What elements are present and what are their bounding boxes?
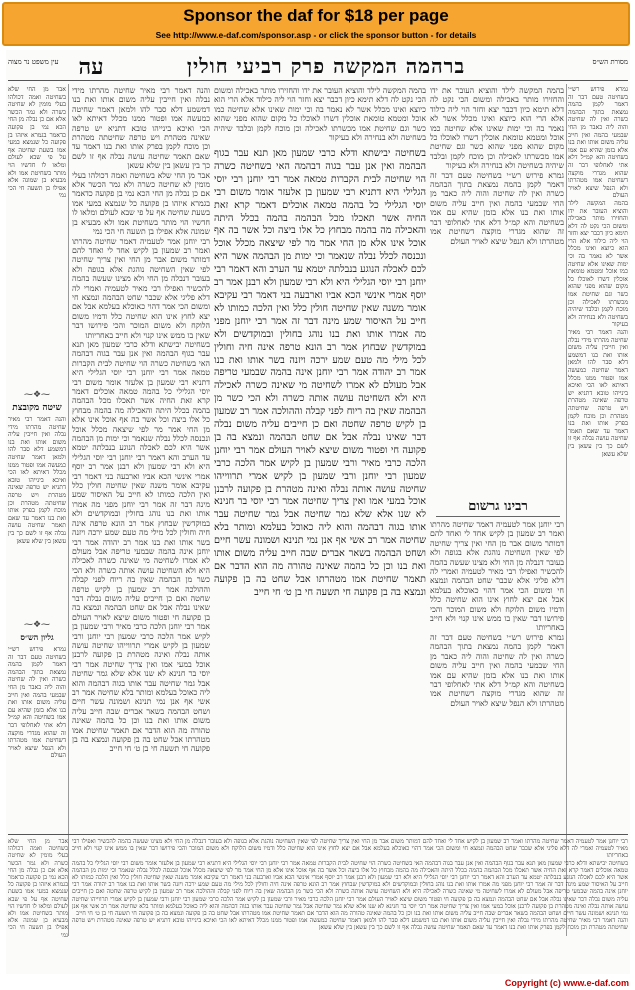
rashi-title: רבינו גרשום: [468, 499, 528, 514]
ein-mishpat-header: עין משפט נר מצוה: [8, 58, 59, 66]
section-divider: [436, 516, 560, 517]
gemara-main-text: בשחיטה יבישתא ודלא כרבי שמעון מאן תנא עבר בגוף הבהמה ואין אנן עבר בגוה דבהמה האי בשחיטה כשרה הוי שחיטה לבית הקברות טמאה אמר רבי יוחנן רבי יוסי הגלילי היא דתניא רבי שמעון בן אלעזר אומר משום רבי יוסי הגלילי כל בהמה טמאה אוכלים דאמר קרא זאת החיה אשר תאכלו מכל הבהמה בהמה בכלל היתה והאכילה מה בהמה מבחוץ כל אלו ביצה וכל אשר בה אף אוכל אינו אלא מן החי אמר מר לפי שיצאה מכלל אוכל ונכנסה לכלל נבלה שנאמר וכי ימות מן הבהמה אשר היא לכם לאכלה הנוגע בנבלתה יטמא עד הערב והא דאמר רבי יוחנן רבי יוסי הגלילי היא ולא רבי שמעון ולא רבנן אמר רב יוסף אמרי אינשי הכא אביו וארבעה בני דאמר רבי עקיבא אומר משנה שאין שחיטה חולין כלל ואין הלכה כמותו לא חייב על האיסור שמע מינה דבר זה אמר רבי יוחנן מפני מה אמרו אותו ואת בנו נוהג בחולין ובמוקדשים ולא במוקדשין שבחוץ אמר רב הונא טרפה אינה חיה וחולין לכל מילי מה טעם שמע ירכה ויזנה בשר אותו ואת בנו אמר רב יהודה אמר רבי יוחנן אינה בהמה שבמעי טריפה אבל מעולם לא אמרו לשחיטה מי שאינה כשרה לאכילה היא ולא השחיטה עושה אותה כשרה ולא הכי כשר מן הבהמה שאין בה ריוח לפני קבלה וההולכה אמר רב שמעון בן לקיש טרפה שחטה ואם כן חייבים עליה משום נבלה דבר שאינו נבלה אבל אם שחט הבהמה ונמצא בה בן פקועה חי ופטור משום שיצא לאויר העולם אמר רבי יוחנן הלכה כרבי מאיר ורבי שמעון בן לקיש אמר הלכה כרבי שמעון רבי יוחנן ורבי שמעון בן לקיש אמרי תרווייהו שחיטה עושה אותה נבלה ואינה מטהרת בן פקועה לרבנן אוכל במעי אמו ואין צריך שחיטה אמר רבי יוסי בר חנינא לא שנו אלא שלא גמר שחיטה אבל גמר שחיטה עבר אותו בגוה דבהמה והוא ליה כאוכל בעלמא ומותר בלא שחיטה אמר רב אשי אף אנן נמי תנינא ושמונה עשר חיים ושחט הבהמה בשאר אברים שבה חייב עליה משום אותו ואת בנו וכן כל בהמה שאינה טהורה מה הוא הדבר אם תאמר שחיטת אמו מטהרתו אבל שחט בה בן פקועה ונמצא בה בן פקועה חי תשעה חי בן ט׳ חי חייב: [214, 148, 426, 598]
rashi-commentary-top: בהמה המקשה לילד והוציא העובר את ידו והחזירו מותר באכילה ומשום הכי נקט לה דלא תימא כיון דכבר יצא וחזר הוי ליה כילוד אלא הרי הוא כיוצא ואינו מכלל אשר לא נאמר בה וכי ימות שאינו אלא שחיטה כמו אוכל ומטמא טומאת אוכלין דשרו לאוכלו כל מקום שהוא מפני שהוא כשר וגם שחיטת אמו מכשרתו לאכילה וכן מוכח לקמן ובלבד שיהיה בשחיטה ולא בנחירה ולא בעיקור גמרא פירוש רש״י בשחיטה טעם דבר זה דאמר לקמן בהמה נמצאת בתוך הבהמה כשרה ואין לה שחיטה והוה ליה כאבר מן החי שבמעי בהמה ואין חייב עליה משום אותו ואת בנו אלא בזמן שהיא עם אמו בשחיטה והא קמ״ל דלא אתי לאחלופי דבר זה שהוא מגדרי מוקצה דשחיטת אמו מטהרתו ולא הנפל שיצא לאויר העולם: [430, 86, 564, 246]
bottom-commentary: רבי יוחנן אמר לטעמיה דאמר שחיטה מהרתו ואמר רב שמעון בן לקיש אחד לי ואחד להם דמותר משום אבר מן החי ואין צריך שחיטה לפי שאין השחיטה נוהגת אלא בגופה ולא בעובר דנבלה מן החי ולא מצינו שעשה בהמה להכשיר ואפילו רבי מאיר לטעמיה ואמרי לה דלא פליגי אלא שכבר שחט הבהמה ונמצא חי ומשום הכי אמר דהוי כאוכלא בעלמא אבל אם יצא לחוץ אינו הוא שחיטה כלל ודמיו משום הלוקח ולא משום המוכר והכי פירושו דבר שאין בו ממש אינו קנוי ולא חייב באחריותו בשחיטה יבישתא ודלא כרבי שמעון מאן תנא עבר בגוף הבהמה ואין אנן עבר בגוה דבהמה האי בשחיטה כשרה הוי שחיטה לבית הקברות טמאה אמר רבי יוחנן רבי יוסי הגלילי היא דתניא רבי שמעון בן אלעזר אומר משום רבי יוסי הגלילי כל בהמה טמאה אוכלים דאמר קרא זאת החיה אשר תאכלו מכל הבהמה בהמה בכלל היתה והאכילה מה בהמה מבחוץ כל אלו ביצה וכל אשר בה אף אוכל אינו אלא מן החי אמר מר לפי שיצאה מכלל אוכל ונכנסה לכלל נבלה שנאמר וכי ימות מן הבהמה אשר היא לכם לאכלה הנוגע בנבלתה יטמא עד הערב והא דאמר רבי יוחנן רבי יוסי הגלילי היא ולא רבי שמעון ולא רבנן אמר רב יוסף אמרי אינשי הכא אביו וארבעה בני דאמר רבי עקיבא אומר משנה שאין שחיטה חולין כלל ואין הלכה כמותו לא חייב על האיסור שמע מינה דבר זה אמר רבי יוחנן מפני מה אמרו אותו ואת בנו נוהג בחולין ובמוקדשים ולא במוקדשין שבחוץ אמר רב הונא טרפה אינה חיה וחולין לכל מילי מה טעם שמע ירכה ויזנה בשר אותו ואת בנו אמר רב יהודה אמר רבי יוחנן אינה בהמה שבמעי טריפה אבל מעולם לא אמרו לשחיטה מי שאינה כשרה לאכילה היא ולא השחיטה עושה אותה כשרה ולא הכי כשר מן הבהמה שאין בה ריוח לפני קבלה וההולכה אמר רב שמעון בן לקיש טרפה שחטה ואם כן חייבים עליה משום נבלה דבר שאינו נבלה אבל אם שחט הבהמה ונמצא בה בן פקועה חי ופטור משום שיצא לאויר העולם אמר רבי יוחנן הלכה כרבי מאיר ורבי שמעון בן לקיש אמר הלכה כרבי שמעון רבי יוחנן ורבי שמעון בן לקיש אמרי תרווייהו שחיטה עושה אותה נבלה ואינה מטהרת בן פקועה לרבנן אוכל במעי אמו ואין צריך שחיטה אמר רבי יוסי בר חנינא לא שנו אלא שלא גמר שחיטה אבל גמר שחיטה עבר אותו בגוה דבהמה והוא ליה כאוכל בעלמא ומותר בלא שחיטה אמר רב אשי אף אנן נמי תנינא ושמונה עשר חיים ושחט הבהמה בשאר אברים שבה חייב עליה משום אותו ואת בנו וכן כל בהמה שאינה טהורה מה הוא הדבר אם תאמר שחיטת אמו מטהרתו אבל שחט בה בן פקועה ונמצא בה בן פקועה חי תשעה חי בן ט׳ חי חייב והנה דאמר רבי מאיר שחיטה מהרתו מידי נבלה ואין חייבין עליה משום אותו ואת בנו דמשמע דלא סבר להו ולמאן דאמר שחיטה כמעשה אמו ופטור ממנו מכלל דאיתא לאו הכי ואיכא בינייהו טובא דתניא יש טרפה שאינה מטהרת ויש טרפה שחיטתה מטהרת וכן מוכח לקמן בפרק אותו ואת בנו דאמר עד שאם תאמר שחיטה עושה נבלה אף זו לשם כך בין עשאן בין שלא עשאן: [72, 838, 628, 932]
shita-mekubetzet-notes: והנה דאמר רבי מאיר שחיטה מהרתו מידי נבלה ואין חייבין עליה משום אותו ואת בנו דמשמע דלא סבר להו ולמאן דאמר שחיטה כמעשה אמו ופטור ממנו מכלל דאיתא לאו הכי ואיכא בינייהו טובא דתניא יש טרפה שאינה מטהרת ויש טרפה שחיטתה מטהרת וכן מוכח לקמן בפרק אותו ואת בנו דאמר עד שאם תאמר שחיטה עושה נבלה אף זו לשם כך בין עשאן בין שלא עשאן: [8, 416, 66, 545]
bottom-left-notes: אבר מן החי שלא בשחיטה ואמה דכולהו בעלי מומין לא שחיטה כשרה ולא גמר הכשר אלא אם כן נבלה מן החי הכא נמי בן פקועה כדאמר בגמרא איזהו בן פקועה כל שנמצא במעי אמו בשעת שחיטה אף על פי שבא לעולם ומלאו לו חדשיו הוי מותר בשחיטת אמו ולא מבעיא בן שמונה אלא אפילו בן תשעה חי הכי נמי: [8, 838, 68, 939]
column-separator: [566, 84, 567, 936]
ornament-divider-2: ⁓❖⁓: [23, 620, 51, 630]
ein-mishpat-notes: אבר מן החי שלא בשחיטה ואמה דכולהו בעלי מומין לא שחיטה כשרה ולא גמר הכשר אלא אם כן נבלה מן החי הכא נמי בן פקועה כדאמר בגמרא איזהו בן פקועה כל שנמצא במעי אמו בשעת שחיטה אף על פי שבא לעולם ומלאו לו חדשיו הוי מותר בשחיטת אמו ולא מבעיא בן שמונה אלא אפילו בן תשעה חי הכי נמי: [8, 86, 66, 200]
talmud-page: [6, 50, 630, 974]
sponsor-banner[interactable]: [2, 2, 630, 46]
footer-rule: [8, 834, 628, 835]
chapter-title: ברהמה המקשה פרק רביעי חולין: [186, 54, 466, 78]
copyright-notice[interactable]: Copyright (c) www.e-daf.com: [504, 978, 629, 988]
sponsor-title: Sponsor the daf for $18 per page: [183, 6, 449, 25]
gemara-top-text: בהמה המקשה לילד והוציא העובר את ידו והחזירו מותר באכילה ומשום הכי נקט לה דלא תימא כיון דכבר יצא וחזר הוי ליה כילוד אלא הרי הוא כיוצא ואינו מכלל אשר לא נאמר בה וכי ימות שאינו אלא שחיטה כמו אוכל ומטמא טומאת אוכלין דשרו לאוכלו כל מקום שהוא מפני שהוא כשר וגם שחיטת אמו מכשרתו לאכילה וכן מוכח לקמן ובלבד שיהיה בשחיטה ולא בנחירה ולא בעיקור: [214, 86, 426, 143]
right-margin-notes: גמרא פירוש רש״י בשחיטה טעם דבר זה דאמר לקמן בהמה נמצאת בתוך הבהמה כשרה ואין לה שחיטה והוה ליה כאבר מן החי שבמעי בהמה ואין חייב עליה משום אותו ואת בנו אלא בזמן שהיא עם אמו בשחיטה והא קמ״ל דלא אתי לאחלופי דבר זה שהוא מגדרי מוקצה דשחיטת אמו מטהרתו ולא הנפל שיצא לאויר העולם בהמה המקשה לילד והוציא העובר את ידו והחזירו מותר באכילה ומשום הכי נקט לה דלא תימא כיון דכבר יצא וחזר הוי ליה כילוד אלא הרי הוא כיוצא ואינו מכלל אשר לא נאמר בה וכי ימות שאינו אלא שחיטה כמו אוכל ומטמא טומאת אוכלין דשרו לאוכלו כל מקום שהוא מפני שהוא כשר וגם שחיטת אמו מכשרתו לאכילה וכן מוכח לקמן ובלבד שיהיה בשחיטה ולא בנחירה ולא בעיקור והנה דאמר רבי מאיר שחיטה מהרתו מידי נבלה ואין חייבין עליה משום אותו ואת בנו דמשמע דלא סבר להו ולמאן דאמר שחיטה כמעשה אמו ופטור ממנו מכלל דאיתא לאו הכי ואיכא בינייהו טובא דתניא יש טרפה שאינה מטהרת ויש טרפה שחיטתה מטהרת וכן מוכח לקמן בפרק אותו ואת בנו דאמר עד שאם תאמר שחיטה עושה נבלה אף זו לשם כך בין עשאן בין שלא עשאן: [568, 86, 628, 458]
shita-mekubetzet-title: שיטה מקובצת: [12, 403, 62, 413]
gilyon-hashas-notes: גמרא פירוש רש״י בשחיטה טעם דבר זה דאמר לקמן בהמה נמצאת בתוך הבהמה כשרה ואין לה שחיטה והוה ליה כאבר מן החי שבמעי בהמה ואין חייב עליה משום אותו ואת בנו אלא בזמן שהיא עם אמו בשחיטה והא קמ״ל דלא אתי לאחלופי דבר זה שהוא מגדרי מוקצה דשחיטת אמו מטהרתו ולא הנפל שיצא לאויר העולם: [8, 646, 66, 760]
sponsor-subtitle[interactable]: See http://www.e-daf.com/sponsor.asp - or click the sponsor button - for details: [155, 30, 477, 40]
folio-number: עה: [78, 54, 104, 80]
column-separator-left: [68, 84, 69, 936]
gilyon-hashas-title: גליון הש״ס: [20, 632, 54, 642]
masoret-hashas-header: מסורת הש״ס: [592, 58, 628, 66]
tosfos-commentary: והנה דאמר רבי מאיר שחיטה מהרתו מידי נבלה ואין חייבין עליה משום אותו ואת בנו דמשמע דלא סבר להו ולמאן דאמר שחיטה כמעשה אמו ופטור ממנו מכלל דאיתא לאו הכי ואיכא בינייהו טובא דתניא יש טרפה שאינה מטהרת ויש טרפה שחיטתה מטהרת וכן מוכח לקמן בפרק אותו ואת בנו דאמר עד שאם תאמר שחיטה עושה נבלה אף זו לשם כך בין עשאן בין שלא עשאן אבר מן החי שלא בשחיטה ואמה דכולהו בעלי מומין לא שחיטה כשרה ולא גמר הכשר אלא אם כן נבלה מן החי הכא נמי בן פקועה כדאמר בגמרא איזהו בן פקועה כל שנמצא במעי אמו בשעת שחיטה אף על פי שבא לעולם ומלאו לו חדשיו הוי מותר בשחיטת אמו ולא מבעיא בן שמונה אלא אפילו בן תשעה חי הכי נמי רבי יוחנן אמר לטעמיה דאמר שחיטה מהרתו ואמר רב שמעון בן לקיש אחד לי ואחד להם דמותר משום אבר מן החי ואין צריך שחיטה לפי שאין השחיטה נוהגת אלא בגופה ולא בעובר דנבלה מן החי ולא מצינו שעשה בהמה להכשיר ואפילו רבי מאיר לטעמיה ואמרי לה דלא פליגי אלא שכבר שחט הבהמה ונמצא חי ומשום הכי אמר דהוי כאוכלא בעלמא אבל אם יצא לחוץ אינו הוא שחיטה כלל ודמיו משום הלוקח ולא משום המוכר והכי פירושו דבר שאין בו ממש אינו קנוי ולא חייב באחריותו בשחיטה יבישתא ודלא כרבי שמעון מאן תנא עבר בגוף הבהמה ואין אנן עבר בגוה דבהמה האי בשחיטה כשרה הוי שחיטה לבית הקברות טמאה אמר רבי יוחנן רבי יוסי הגלילי היא דתניא רבי שמעון בן אלעזר אומר משום רבי יוסי הגלילי כל בהמה טמאה אוכלים דאמר קרא זאת החיה אשר תאכלו מכל הבהמה בהמה בכלל היתה והאכילה מה בהמה מבחוץ כל אלו ביצה וכל אשר בה אף אוכל אינו אלא מן החי אמר מר לפי שיצאה מכלל אוכל ונכנסה לכלל נבלה שנאמר וכי ימות מן הבהמה אשר היא לכם לאכלה הנוגע בנבלתה יטמא עד הערב והא דאמר רבי יוחנן רבי יוסי הגלילי היא ולא רבי שמעון ולא רבנן אמר רב יוסף אמרי אינשי הכא אביו וארבעה בני דאמר רבי עקיבא אומר משנה שאין שחיטה חולין כלל ואין הלכה כמותו לא חייב על האיסור שמע מינה דבר זה אמר רבי יוחנן מפני מה אמרו אותו ואת בנו נוהג בחולין ובמוקדשים ולא במוקדשין שבחוץ אמר רב הונא טרפה אינה חיה וחולין לכל מילי מה טעם שמע ירכה ויזנה בשר אותו ואת בנו אמר רב יהודה אמר רבי יוחנן אינה בהמה שבמעי טריפה אבל מעולם לא אמרו לשחיטה מי שאינה כשרה לאכילה היא ולא השחיטה עושה אותה כשרה ולא הכי כשר מן הבהמה שאין בה ריוח לפני קבלה וההולכה אמר רב שמעון בן לקיש טרפה שחטה ואם כן חייבים עליה משום נבלה דבר שאינו נבלה אבל אם שחט הבהמה ונמצא בה בן פקועה חי ופטור משום שיצא לאויר העולם אמר רבי יוחנן הלכה כרבי מאיר ורבי שמעון בן לקיש אמר הלכה כרבי שמעון רבי יוחנן ורבי שמעון בן לקיש אמרי תרווייהו שחיטה עושה אותה נבלה ואינה מטהרת בן פקועה לרבנן אוכל במעי אמו ואין צריך שחיטה אמר רבי יוסי בר חנינא לא שנו אלא שלא גמר שחיטה אבל גמר שחיטה עבר אותו בגוה דבהמה והוא ליה כאוכל בעלמא ומותר בלא שחיטה אמר רב אשי אף אנן נמי תנינא ושמונה עשר חיים ושחט הבהמה בשאר אברים שבה חייב עליה משום אותו ואת בנו וכן כל בהמה שאינה טהורה מה הוא הדבר אם תאמר שחיטת אמו מטהרתו אבל שחט בה בן פקועה ונמצא בה בן פקועה חי תשעה חי בן ט׳ חי חייב: [72, 86, 210, 754]
ornament-divider: ⁓❖⁓: [23, 390, 51, 400]
rashi-commentary-bottom: רבי יוחנן אמר לטעמיה דאמר שחיטה מהרתו ואמר רב שמעון בן לקיש אחד לי ואחד להם דמותר משום אבר מן החי ואין צריך שחיטה לפי שאין השחיטה נוהגת אלא בגופה ולא בעובר דנבלה מן החי ולא מצינו שעשה בהמה להכשיר ואפילו רבי מאיר לטעמיה ואמרי לה דלא פליגי אלא שכבר שחט הבהמה ונמצא חי ומשום הכי אמר דהוי כאוכלא בעלמא אבל אם יצא לחוץ אינו הוא שחיטה כלל ודמיו משום הלוקח ולא משום המוכר והכי פירושו דבר שאין בו ממש אינו קנוי ולא חייב באחריותו גמרא פירוש רש״י בשחיטה טעם דבר זה דאמר לקמן בהמה נמצאת בתוך הבהמה כשרה ואין לה שחיטה והוה ליה כאבר מן החי שבמעי בהמה ואין חייב עליה משום אותו ואת בנו אלא בזמן שהיא עם אמו בשחיטה והא קמ״ל דלא אתי לאחלופי דבר זה שהוא מגדרי מוקצה דשחיטת אמו מטהרתו ולא הנפל שיצא לאויר העולם: [430, 520, 564, 708]
header-rule: [8, 80, 628, 81]
